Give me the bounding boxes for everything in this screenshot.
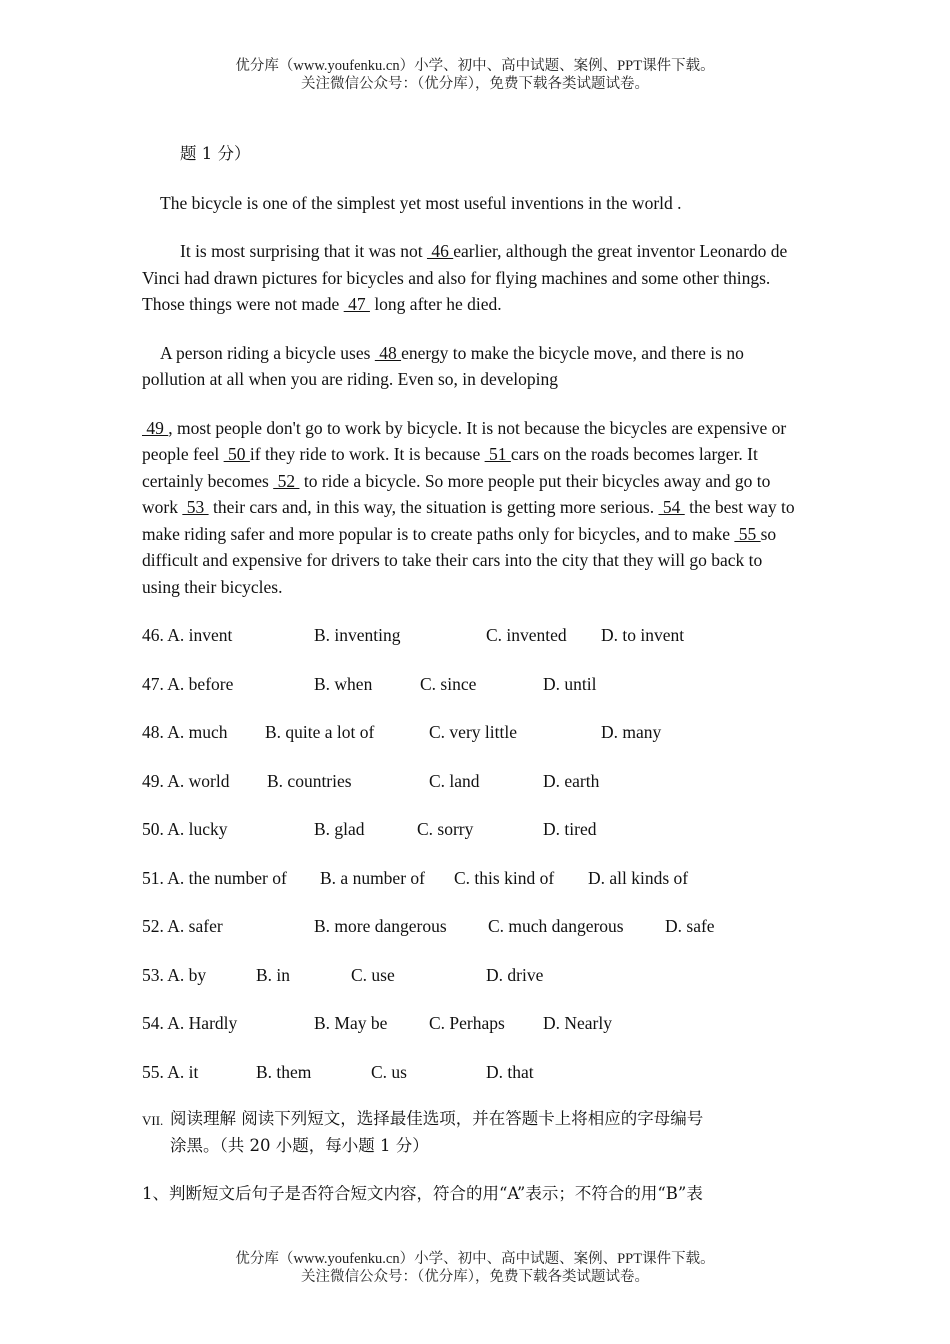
option-c: C. very little — [429, 722, 517, 742]
option-c: C. us — [371, 1061, 407, 1082]
blank-48: 48 — [374, 342, 402, 363]
footer-line-1: 优分库（www.youfenku.cn）小学、初中、高中试题、案例、PPT课件下载。 — [235, 1251, 715, 1267]
option-d: D. tired — [543, 819, 597, 839]
option-d: D. to invent — [601, 625, 685, 645]
text: their cars and, in this way, the situation is getting more serious. — [208, 497, 659, 517]
option-a: 47. A. before — [142, 673, 234, 694]
option-b: B. glad — [314, 819, 365, 839]
option-a: 55. A. it — [142, 1061, 199, 1082]
text: energy to make the bicycle move, and there is no pollution at all when you are riding. Even so, in developing — [142, 342, 744, 389]
option-d: D. all kinds of — [588, 867, 689, 888]
option-b: B. a number of — [320, 867, 425, 888]
header-line-1: 优分库（www.youfenku.cn）小学、初中、高中试题、案例、PPT课件下载。 — [235, 58, 715, 74]
question-50 — [142, 816, 804, 842]
option-a: 54. A. Hardly — [142, 1013, 238, 1033]
option-c: C. this kind of — [454, 867, 555, 888]
question-47 — [142, 671, 804, 697]
text: the best way to make riding safer and more popular is to create paths only for bicycles, and to make — [142, 497, 795, 544]
text: long after he died. — [369, 294, 502, 314]
section-7-heading — [142, 1106, 804, 1159]
question-55 — [142, 1059, 804, 1085]
passage-paragraph-3 — [142, 340, 804, 393]
option-d: D. that — [486, 1061, 534, 1082]
blank-55: 55 — [734, 523, 761, 544]
option-c: C. sorry — [417, 819, 474, 839]
blank-53: 53 — [182, 497, 209, 517]
blank-50: 50 — [223, 444, 250, 464]
question-51 — [142, 865, 804, 891]
blank-51: 51 — [484, 444, 511, 464]
option-a: 51. A. the number of — [142, 867, 287, 888]
option-d: D. until — [543, 673, 597, 694]
option-c: C. land — [429, 770, 480, 791]
blank-52: 52 — [273, 470, 300, 491]
section-7-line-1: 阅读理解 阅读下列短文，选择最佳选项，并在答题卡上将相应的字母编号 — [170, 1109, 704, 1128]
question-48 — [142, 719, 804, 745]
option-b: B. quite a lot of — [265, 722, 375, 742]
option-d: D. safe — [665, 916, 715, 936]
option-b: B. them — [256, 1061, 312, 1082]
section-7-line-2: 涂黑。（共 20 小题，每小题 1 分） — [170, 1135, 429, 1155]
option-b: B. inventing — [314, 625, 401, 645]
option-d: D. many — [601, 722, 662, 742]
header-line-2: 关注微信公众号：（优分库），免费下载各类试题试卷。 — [301, 76, 649, 92]
option-c: C. much dangerous — [488, 916, 624, 936]
option-d: D. earth — [543, 770, 600, 791]
section-number: VII. — [142, 1113, 164, 1128]
option-a: 46. A. invent — [142, 625, 233, 645]
option-b: B. when — [314, 673, 373, 694]
blank-49: 49 — [142, 417, 169, 438]
intro-fragment: 题 1 分） — [180, 144, 251, 163]
option-c: C. since — [420, 673, 477, 694]
question-54 — [142, 1010, 804, 1036]
text: cars on the roads becomes larger. It certainly becomes — [142, 444, 758, 491]
question-52 — [142, 913, 804, 939]
option-a: 53. A. by — [142, 964, 207, 985]
option-a: 48. A. much — [142, 722, 228, 742]
page-footer — [0, 1250, 950, 1286]
option-c: C. Perhaps — [429, 1013, 505, 1033]
option-a: 52. A. safer — [142, 916, 223, 936]
option-d: D. drive — [486, 964, 544, 985]
option-c: C. invented — [486, 625, 567, 645]
option-b: B. May be — [314, 1013, 388, 1033]
text: A person riding a bicycle uses — [160, 342, 375, 363]
passage-paragraph-1: The bicycle is one of the simplest yet most useful inventions in the world . — [160, 192, 682, 213]
text: , most people don't go to work by bicycle. It is not because the bicycles are expensive or people feel — [142, 417, 787, 464]
option-c: C. use — [351, 964, 395, 985]
option-b: B. in — [256, 964, 291, 985]
text: so difficult and expensive for drivers to take their cars into the city that they will go back to using their bicycles. — [142, 523, 777, 597]
instruction-1: 1、判断短文后句子是否符合短文内容，符合的用“A”表示；不符合的用“B”表 — [142, 1184, 703, 1203]
question-49 — [142, 768, 804, 794]
option-a: 50. A. lucky — [142, 819, 228, 839]
option-d: D. Nearly — [543, 1013, 613, 1033]
passage-paragraph-4 — [142, 415, 804, 601]
footer-line-2: 关注微信公众号：（优分库），免费下载各类试题试卷。 — [301, 1269, 649, 1285]
page-header — [0, 57, 950, 93]
question-46 — [142, 622, 804, 648]
option-b: B. countries — [267, 770, 352, 791]
passage-paragraph-2 — [142, 238, 804, 318]
question-list — [142, 622, 804, 1085]
blank-47: 47 — [343, 294, 370, 314]
text: It is most surprising that it was not — [180, 241, 427, 261]
text: earlier, although the great inventor Leonardo de Vinci had drawn pictures for bicycles and also for flying machines and some other things. Those things were not made — [142, 241, 788, 314]
text: to ride a bicycle. So more people put their bicycles away and go to work — [142, 470, 771, 517]
text: if they ride to work. It is because — [249, 444, 485, 464]
question-53 — [142, 962, 804, 988]
option-b: B. more dangerous — [314, 916, 447, 936]
blank-46: 46 — [426, 241, 454, 261]
document-body — [142, 141, 804, 1208]
option-a: 49. A. world — [142, 770, 230, 791]
blank-54: 54 — [658, 497, 685, 517]
